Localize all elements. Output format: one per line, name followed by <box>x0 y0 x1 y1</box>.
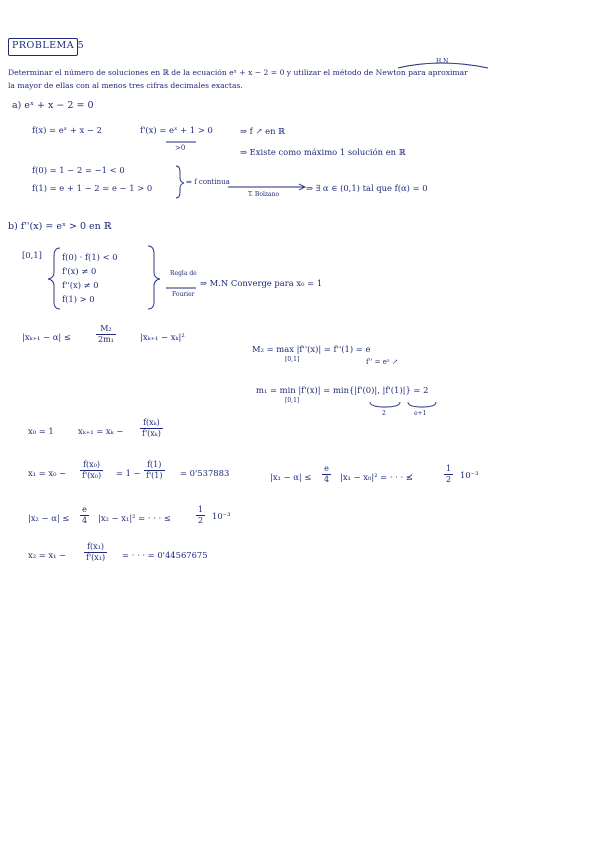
m1-definition: m₁ = min |f'(x)| = min{|f'(0)|, |f'(1)|} = 2 <box>256 385 429 395</box>
f-definition: f(x) = eˣ + x − 2 <box>32 125 102 135</box>
fourier-rule-top: Regla de <box>170 270 197 277</box>
error-bound-fraction <box>96 324 116 345</box>
fprime-definition: f'(x) = eˣ + 1 > 0 <box>140 125 213 135</box>
part-b-label: b) f''(x) = eˣ > 0 en ℝ <box>8 221 112 232</box>
m1-interval: [0,1] <box>285 397 300 404</box>
underbrace-fprime0 <box>370 402 400 407</box>
M2-note: f'' = eˣ ↗ <box>366 358 398 366</box>
problem-title: PROBLEMA 5 <box>12 40 85 51</box>
max-one-solution: ⇒ Existe como máximo 1 solución en ℝ <box>240 147 406 157</box>
err1-left: |x₁ − α| ≤ <box>270 472 312 482</box>
M2-interval: [0,1] <box>285 356 300 363</box>
M2-definition: M₂ = max |f''(x)| = f''(1) = e <box>252 344 371 354</box>
x2-numerator: f(x₁) <box>84 542 107 553</box>
condition-1: f(0) · f(1) < 0 <box>62 252 118 262</box>
x1-denominator-2: f'(1) <box>146 471 163 480</box>
m1-under-1: 2 <box>382 410 386 417</box>
statement-line-1: Determinar el número de soluciones en ℝ de la ecuación eˣ + x − 2 = 0 y utilizar el método de Newton para aproximar <box>8 68 468 77</box>
newton-fraction <box>140 418 163 439</box>
bolzano-note: T. Bolzano <box>248 191 280 198</box>
x1-numerator-1: f(x₀) <box>80 460 103 471</box>
part-a-conclusion: ⇒ ∃ α ∈ (0,1) tal que f(α) = 0 <box>306 183 428 193</box>
x1-mid: = 1 − <box>116 468 141 478</box>
err2-numerator: e <box>80 505 89 516</box>
err2-right: |x₂ − x₁|² = · · · ≤ <box>98 513 171 523</box>
x1-value: = 0'537883 <box>180 468 230 478</box>
err1-numerator-2: 1 <box>446 464 452 473</box>
gt0-note: >0 <box>175 144 186 152</box>
err1-numerator: e <box>322 464 331 475</box>
increasing-note: ⇒ f ↗ en ℝ <box>240 126 286 136</box>
error-bound-denominator: 2m₁ <box>98 335 114 344</box>
x2-fraction <box>84 542 107 563</box>
err2-exponent: 10⁻³ <box>212 511 231 521</box>
err2-fraction <box>80 505 89 526</box>
x1-fraction-2 <box>144 460 165 481</box>
error-bound-left: |xₖ₊₁ − α| ≤ <box>22 332 71 342</box>
m1-under-2: e+1 <box>414 410 427 417</box>
err1-denominator-2: 2 <box>446 475 452 484</box>
brace-conditions-right <box>148 246 160 309</box>
x2-left: x₂ = x₁ − <box>28 550 67 560</box>
f-at-1: f(1) = e + 1 − 2 = e − 1 > 0 <box>32 183 153 193</box>
statement-line-2: la mayor de ellas con al menos tres cifras decimales exactas. <box>8 81 243 90</box>
f-at-0: f(0) = 1 − 2 = −1 < 0 <box>32 165 125 175</box>
x1-numerator-2: f(1) <box>144 460 165 471</box>
error-bound-right: |xₖ₊₁ − xₖ|² <box>140 332 185 342</box>
interval: [0,1] <box>22 250 42 260</box>
err2-left: |x₂ − α| ≤ <box>28 513 70 523</box>
hn-annotation: H.N <box>436 58 449 65</box>
err1-fraction-2 <box>444 464 453 485</box>
x1-left: x₁ = x₀ − <box>28 468 67 478</box>
x2-value: = · · · = 0'44567675 <box>122 550 208 560</box>
newton-formula-left: xₖ₊₁ = xₖ − <box>78 426 124 436</box>
newton-converges: ⇒ M.N Converge para x₀ = 1 <box>200 278 323 288</box>
part-a-label: a) eˣ + x − 2 = 0 <box>12 100 94 111</box>
err1-denominator: 4 <box>324 475 330 484</box>
fourier-rule-bottom: Fourier <box>172 291 195 298</box>
err1-right: |x₁ − x₀|² = · · · ≰ <box>340 472 413 482</box>
error-bound-numerator: M₂ <box>96 324 116 335</box>
condition-2: f'(x) ≠ 0 <box>62 266 97 276</box>
err1-exponent: 10⁻³ <box>460 470 479 480</box>
err2-numerator-2: 1 <box>198 505 204 514</box>
x1-denominator-1: f'(x₀) <box>82 471 102 480</box>
x1-fraction-1 <box>80 460 103 481</box>
newton-numerator: f(xₖ) <box>140 418 163 429</box>
x0-value: x₀ = 1 <box>28 426 54 436</box>
continuous-note: ⇒ f continua <box>186 178 230 186</box>
err2-fraction-2 <box>196 505 205 526</box>
condition-4: f(1) > 0 <box>62 294 95 304</box>
err2-denominator: 4 <box>82 516 88 525</box>
err2-denominator-2: 2 <box>198 516 204 525</box>
x2-denominator: f'(x₁) <box>86 553 106 562</box>
underbrace-fprime1 <box>408 402 436 407</box>
brace-conditions-left <box>48 248 60 309</box>
newton-denominator: f'(xₖ) <box>142 429 161 438</box>
brace-bolzano <box>176 166 184 198</box>
condition-3: f''(x) ≠ 0 <box>62 280 99 290</box>
err1-fraction <box>322 464 331 485</box>
